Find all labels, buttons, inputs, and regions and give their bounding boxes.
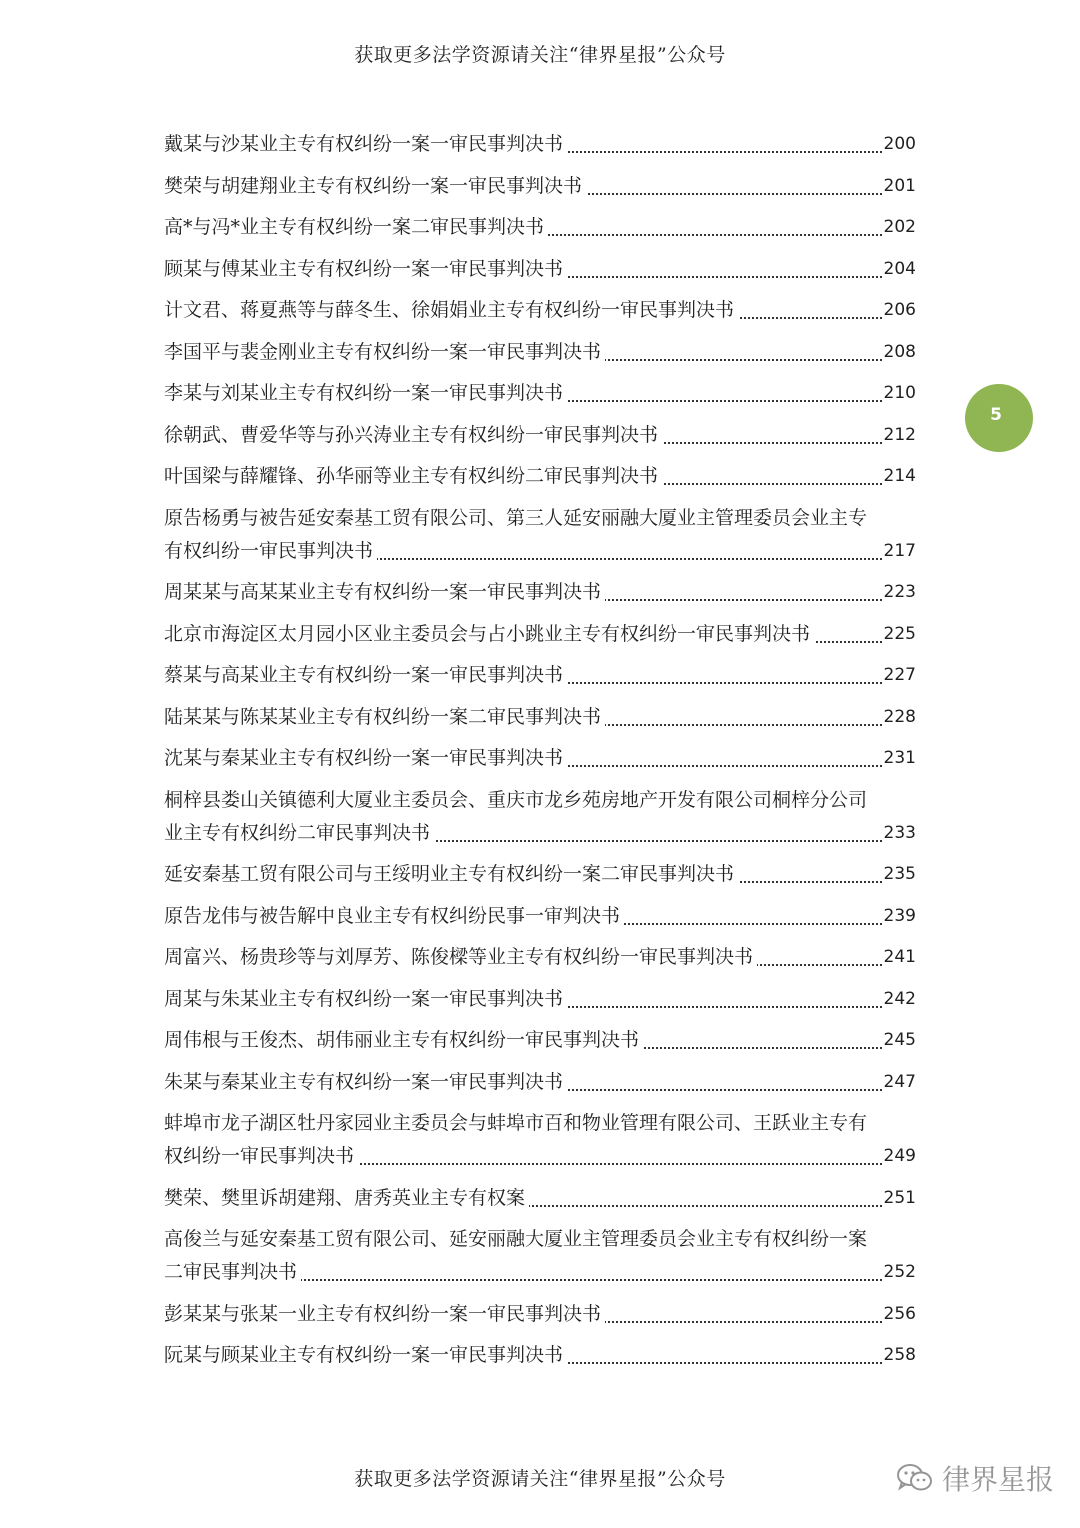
toc-entry[interactable] — [164, 1107, 916, 1182]
watermark — [896, 1458, 1054, 1498]
toc-entry[interactable] — [164, 983, 916, 1025]
toc-entry-title: 蚌埠市龙子湖区牡丹家园业主委员会与蚌埠市百和物业管理有限公司、王跃业主专有 — [164, 1112, 871, 1134]
toc-entry-page-number: 223 — [882, 576, 916, 609]
toc-entry-title: 周某某与高某某业主专有权纠纷一案一审民事判决书 — [164, 581, 605, 603]
toc-entry-page-number: 227 — [882, 659, 916, 692]
toc-entry-line — [164, 502, 916, 535]
toc-entry-line — [164, 1107, 916, 1140]
toc-entry[interactable] — [164, 701, 916, 743]
page-number-badge: 5 — [965, 384, 1033, 452]
toc-entry[interactable] — [164, 419, 916, 461]
toc-entry-title: 周富兴、杨贵珍等与刘厚芳、陈俊樑等业主专有权纠纷一审民事判决书 — [164, 946, 757, 968]
toc-entry-page-number: 208 — [882, 336, 916, 369]
toc-entry-page-number: 256 — [882, 1298, 916, 1331]
toc-entry-title: 叶国梁与薛耀锋、孙华丽等业主专有权纠纷二审民事判决书 — [164, 465, 662, 487]
toc-entry-title: 沈某与秦某业主专有权纠纷一案一审民事判决书 — [164, 747, 567, 769]
toc-entry-line — [164, 211, 916, 244]
toc-entry-title: 顾某与傅某业主专有权纠纷一案一审民事判决书 — [164, 258, 567, 280]
toc-entry[interactable] — [164, 1182, 916, 1224]
toc-entry-line — [164, 701, 916, 734]
toc-entry-title: 原告龙伟与被告解中良业主专有权纠纷民事一审判决书 — [164, 905, 624, 927]
toc-entry-title: 徐朝武、曹爱华等与孙兴涛业主专有权纠纷一审民事判决书 — [164, 424, 662, 446]
toc-entry[interactable] — [164, 618, 916, 660]
toc-entry-title: 有权纠纷一审民事判决书 — [164, 540, 377, 562]
toc-entry[interactable] — [164, 253, 916, 295]
toc-entry-line — [164, 659, 916, 692]
page-footer: 获取更多法学资源请关注“律界星报”公众号 — [354, 1468, 726, 1490]
toc-entry-title: 计文君、蒋夏燕等与薛冬生、徐娟娟业主专有权纠纷一审民事判决书 — [164, 299, 738, 321]
toc-entry[interactable] — [164, 1223, 916, 1298]
toc-entry-title: 戴某与沙某业主专有权纠纷一案一审民事判决书 — [164, 133, 567, 155]
toc-entry-page-number: 214 — [882, 460, 916, 493]
toc-entry-page-number: 252 — [882, 1256, 916, 1289]
toc-entry-title: 李国平与裴金刚业主专有权纠纷一案一审民事判决书 — [164, 341, 605, 363]
toc-entry[interactable] — [164, 900, 916, 942]
toc-entry-line — [164, 460, 916, 493]
toc-entry[interactable] — [164, 1339, 916, 1381]
toc-entry[interactable] — [164, 211, 916, 253]
toc-entry-line — [164, 1024, 916, 1057]
toc-entry-line — [164, 1066, 916, 1099]
toc-entry-page-number: 233 — [882, 817, 916, 850]
toc-entry-title: 陆某某与陈某某业主专有权纠纷一案二审民事判决书 — [164, 706, 605, 728]
toc-entry-page-number: 200 — [882, 128, 916, 161]
toc-entry-line — [164, 817, 916, 850]
toc-entry-line — [164, 1140, 916, 1173]
toc-entry[interactable] — [164, 742, 916, 784]
toc-entry-page-number: 201 — [882, 170, 916, 203]
toc-entry[interactable] — [164, 659, 916, 701]
toc-entry-line — [164, 419, 916, 452]
toc-entry-title: 高*与冯*业主专有权纠纷一案二审民事判决书 — [164, 216, 548, 238]
toc-entry-page-number: 210 — [882, 377, 916, 410]
toc-entry-page-number: 239 — [882, 900, 916, 933]
toc-entry-title: 权纠纷一审民事判决书 — [164, 1145, 358, 1167]
toc-entry-title: 北京市海淀区太月园小区业主委员会与占小跳业主专有权纠纷一审民事判决书 — [164, 623, 814, 645]
toc-entry-page-number: 231 — [882, 742, 916, 775]
watermark-text: 律界星报 — [942, 1463, 1055, 1496]
toc-entry-page-number: 258 — [882, 1339, 916, 1372]
toc-entry[interactable] — [164, 502, 916, 577]
toc-entry-line — [164, 941, 916, 974]
toc-entry-page-number: 202 — [882, 211, 916, 244]
toc-entry-title: 彭某某与张某一业主专有权纠纷一案一审民事判决书 — [164, 1303, 605, 1325]
toc-entry-line — [164, 784, 916, 817]
toc-entry-line — [164, 983, 916, 1016]
toc-entry[interactable] — [164, 576, 916, 618]
toc-entry-line — [164, 1256, 916, 1289]
toc-entry[interactable] — [164, 460, 916, 502]
toc-entry[interactable] — [164, 784, 916, 859]
toc-entry[interactable] — [164, 1298, 916, 1340]
toc-entry-title: 二审民事判决书 — [164, 1261, 301, 1283]
toc-entry-line — [164, 742, 916, 775]
toc-entry-page-number: 245 — [882, 1024, 916, 1057]
toc-entry-line — [164, 294, 916, 327]
toc-entry-page-number: 225 — [882, 618, 916, 651]
toc-entry-line — [164, 1339, 916, 1372]
toc-entry-line — [164, 336, 916, 369]
toc-entry[interactable] — [164, 941, 916, 983]
toc-entry-page-number: 217 — [882, 535, 916, 568]
toc-entry-page-number: 212 — [882, 419, 916, 452]
toc-entry-title: 李某与刘某业主专有权纠纷一案一审民事判决书 — [164, 382, 567, 404]
toc-entry[interactable] — [164, 377, 916, 419]
toc-entry-title: 周某与朱某业主专有权纠纷一案一审民事判决书 — [164, 988, 567, 1010]
toc-entry-title: 周伟根与王俊杰、胡伟丽业主专有权纠纷一审民事判决书 — [164, 1029, 643, 1051]
toc-entry-page-number: 242 — [882, 983, 916, 1016]
toc-entry-line — [164, 535, 916, 568]
toc-entry-page-number: 228 — [882, 701, 916, 734]
toc-entry[interactable] — [164, 170, 916, 212]
toc-entry-title: 原告杨勇与被告延安秦基工贸有限公司、第三人延安丽融大厦业主管理委员会业主专 — [164, 507, 871, 529]
toc-entry-title: 阮某与顾某业主专有权纠纷一案一审民事判决书 — [164, 1344, 567, 1366]
toc-entry-line — [164, 1223, 916, 1256]
toc-entry-page-number: 241 — [882, 941, 916, 974]
toc-entry-line — [164, 128, 916, 161]
table-of-contents — [164, 128, 916, 1381]
toc-entry-title: 延安秦基工贸有限公司与王绥明业主专有权纠纷一案二审民事判决书 — [164, 863, 738, 885]
toc-entry-line — [164, 377, 916, 410]
toc-entry[interactable] — [164, 294, 916, 336]
page-header: 获取更多法学资源请关注“律界星报”公众号 — [354, 44, 726, 66]
toc-entry-title: 樊荣与胡建翔业主专有权纠纷一案一审民事判决书 — [164, 175, 586, 197]
toc-entry-line — [164, 576, 916, 609]
toc-entry-page-number: 235 — [882, 858, 916, 891]
toc-entry-line — [164, 253, 916, 286]
toc-entry[interactable] — [164, 336, 916, 378]
toc-entry-line — [164, 1182, 916, 1215]
toc-entry[interactable] — [164, 128, 916, 170]
toc-entry-line — [164, 1298, 916, 1331]
toc-entry-title: 高俊兰与延安秦基工贸有限公司、延安丽融大厦业主管理委员会业主专有权纠纷一案 — [164, 1228, 871, 1250]
toc-entry-title: 樊荣、樊里诉胡建翔、唐秀英业主专有权案 — [164, 1187, 529, 1209]
toc-entry[interactable] — [164, 858, 916, 900]
toc-entry-page-number: 206 — [882, 294, 916, 327]
toc-entry[interactable] — [164, 1066, 916, 1108]
toc-entry-line — [164, 170, 916, 203]
toc-entry-page-number: 251 — [882, 1182, 916, 1215]
toc-entry[interactable] — [164, 1024, 916, 1066]
toc-entry-title: 蔡某与高某业主专有权纠纷一案一审民事判决书 — [164, 664, 567, 686]
wechat-icon — [896, 1462, 934, 1494]
toc-entry-title: 桐梓县娄山关镇德利大厦业主委员会、重庆市龙乡苑房地产开发有限公司桐梓分公司 — [164, 789, 871, 811]
toc-entry-page-number: 247 — [882, 1066, 916, 1099]
toc-entry-title: 朱某与秦某业主专有权纠纷一案一审民事判决书 — [164, 1071, 567, 1093]
toc-entry-page-number: 204 — [882, 253, 916, 286]
toc-entry-title: 业主专有权纠纷二审民事判决书 — [164, 822, 434, 844]
toc-entry-line — [164, 858, 916, 891]
toc-entry-line — [164, 900, 916, 933]
toc-entry-line — [164, 618, 916, 651]
toc-entry-page-number: 249 — [882, 1140, 916, 1173]
